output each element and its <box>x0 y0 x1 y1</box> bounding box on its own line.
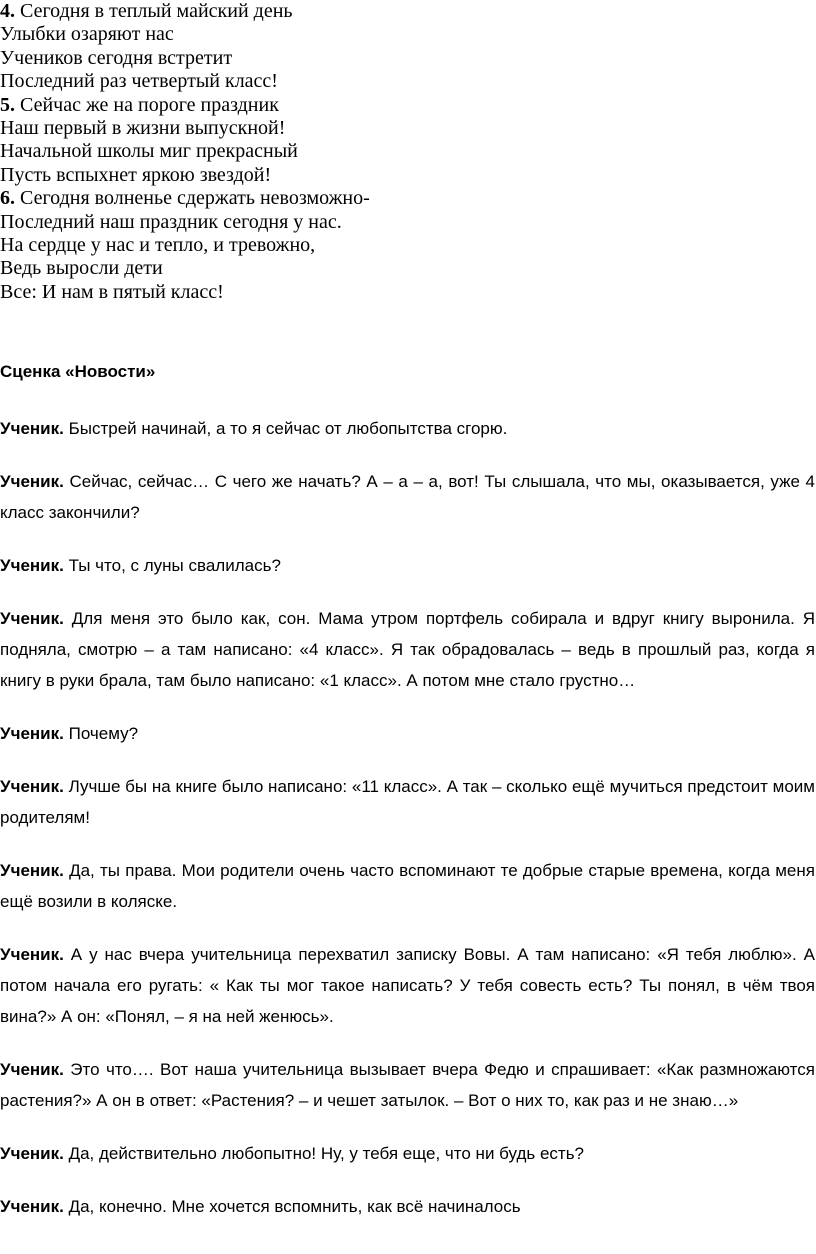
entry-text: Быстрей начинай, а то я сейчас от любопытства сгорю. <box>68 419 508 438</box>
speaker-label: Ученик. <box>0 609 64 628</box>
poem <box>0 0 816 304</box>
dialogue-entry <box>0 718 815 749</box>
dialogue-entry <box>0 550 815 581</box>
speaker-label: Ученик. <box>0 1197 64 1216</box>
poem-line: 5. Сейчас же на пороге праздник <box>0 93 279 116</box>
dialogue-entry <box>0 1138 815 1169</box>
speaker-label: Ученик. <box>0 945 64 964</box>
entry-text: Сейчас, сейчас… С чего же начать? А – а – а, вот! Ты слышала, что мы, оказывается, уже 4 класс закончили? <box>0 472 815 522</box>
entry-text: Да, конечно. Мне хочется вспомнить, как всё начиналось <box>68 1197 521 1216</box>
stanza-number: 4. <box>0 0 15 22</box>
speaker-label: Ученик. <box>0 472 64 491</box>
speaker-label: Ученик. <box>0 861 64 880</box>
speaker-label: Ученик. <box>0 419 64 438</box>
poem-line: Учеников сегодня встретит <box>0 46 233 69</box>
speaker-label: Ученик. <box>0 1060 64 1079</box>
poem-line: Начальной школы миг прекрасный <box>0 140 298 163</box>
speaker-label: Ученик. <box>0 1144 64 1163</box>
entry-text: Ты что, с луны свалилась? <box>68 556 281 575</box>
poem-line: Наш первый в жизни выпускной! <box>0 117 286 140</box>
speaker-label: Ученик. <box>0 556 64 575</box>
poem-line: На сердце у нас и тепло, и тревожно, <box>0 234 316 257</box>
dialogue-entry <box>0 413 815 444</box>
entry-text: Это что…. Вот наша учительница вызывает вчера Федю и спрашивает: «Как размножаются растения?» А он в ответ: «Растения? – и чешет затылок. – Вот о них то, как раз и не знаю…» <box>0 1060 815 1110</box>
poem-line: Улыбки озаряют нас <box>0 23 174 46</box>
entry-text: Да, ты права. Мои родители очень часто вспоминают те добрые старые времена, когда меня ещё возили в коляске. <box>0 861 815 911</box>
poem-line: Последний наш праздник сегодня у нас. <box>0 210 342 233</box>
stanza-number: 6. <box>0 187 15 210</box>
stanza-6 <box>0 187 816 304</box>
dialogue <box>0 413 815 1222</box>
dialogue-entry <box>0 1191 815 1222</box>
dialogue-entry <box>0 603 815 696</box>
dialogue-entry <box>0 771 815 833</box>
dialogue-entry <box>0 939 815 1032</box>
scene-section <box>0 360 815 1222</box>
entry-text: А у нас вчера учительница перехватил записку Вовы. А там написано: «Я тебя люблю». А потом начала его ругать: « Как ты мог такое написать? У тебя совесть есть? Ты понял, в чём твоя вина?» А он: «Понял, – я на ней женюсь». <box>0 945 815 1026</box>
stanza-5 <box>0 94 816 188</box>
entry-text: Лучше бы на книге было написано: «11 класс». А так – сколько ещё мучиться предстоит моим родителям! <box>0 777 815 827</box>
poem-line: Последний раз четвертый класс! <box>0 70 278 93</box>
dialogue-entry <box>0 1054 815 1116</box>
entry-text: Да, действительно любопытно! Ну, у тебя еще, что ни будь есть? <box>68 1144 585 1163</box>
stanza-4 <box>0 0 816 94</box>
poem-line: 4. Сегодня в теплый майский день <box>0 0 293 22</box>
poem-line: Ведь выросли дети <box>0 257 163 280</box>
scene-title: Сценка «Новости» <box>0 362 156 381</box>
entry-text: Почему? <box>68 724 139 743</box>
poem-line: 6. Сегодня волненье сдержать невозможно- <box>0 187 370 210</box>
entry-text: Для меня это было как, сон. Мама утром портфель собирала и вдруг книгу выронила. Я подняла, смотрю – а там написано: «4 класс». Я так обрадовалась – ведь в прошлый раз, когда я книгу в руки брала, там было написано: «1 класс». А потом мне стало грустно… <box>0 609 815 690</box>
poem-line: Пусть вспыхнет яркою звездой! <box>0 163 272 186</box>
dialogue-entry <box>0 855 815 917</box>
speaker-label: Ученик. <box>0 724 64 743</box>
poem-line: Все: И нам в пятый класс! <box>0 280 224 303</box>
dialogue-entry <box>0 466 815 528</box>
stanza-number: 5. <box>0 93 15 116</box>
speaker-label: Ученик. <box>0 777 64 796</box>
